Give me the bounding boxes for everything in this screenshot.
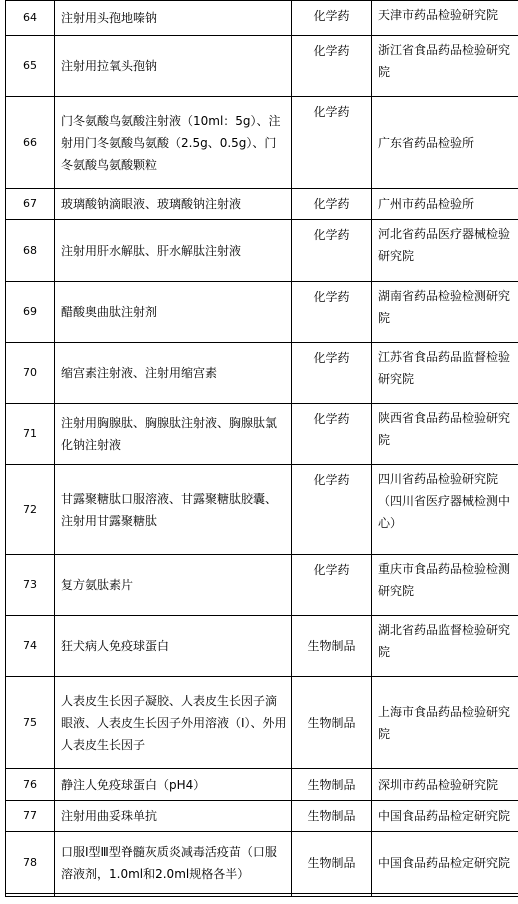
row-number: 69 <box>6 282 55 343</box>
drug-name: 缩宫素注射液、注射用缩宫素 <box>55 343 292 404</box>
drug-name: 醋酸奥曲肽注射剂 <box>55 282 292 343</box>
row-number: 73 <box>6 555 55 616</box>
inspection-institution: 四川省药品检验研究院（四川省医疗器械检测中心） <box>372 465 518 555</box>
table-row <box>6 677 518 769</box>
drug-inspection-table <box>5 0 518 897</box>
drug-category: 化学药 <box>292 189 372 220</box>
inspection-institution: 中国食品药品检定研究院 <box>372 801 518 832</box>
table-row <box>6 282 518 343</box>
drug-name: 注射用胸腺肽、胸腺肽注射液、胸腺肽氯化钠注射液 <box>55 404 292 465</box>
row-number: 75 <box>6 677 55 769</box>
drug-category: 生物制品 <box>292 832 372 894</box>
row-number: 66 <box>6 97 55 189</box>
table-row <box>6 616 518 677</box>
drug-category: 生物制品 <box>292 769 372 801</box>
drug-category: 化学药 <box>292 36 372 97</box>
drug-name: 注射用头孢地嗪钠 <box>55 1 292 36</box>
inspection-institution: 深圳市药品检验研究院 <box>372 769 518 801</box>
row-number: 76 <box>6 769 55 801</box>
drug-category: 化学药 <box>292 220 372 282</box>
drug-name: 注射用拉氧头孢钠 <box>55 36 292 97</box>
table-row <box>6 769 518 801</box>
drug-category: 生物制品 <box>292 677 372 769</box>
inspection-institution: 上海市食品药品检验研究院 <box>372 677 518 769</box>
table-row <box>6 220 518 282</box>
drug-category: 化学药 <box>292 555 372 616</box>
table-row-cutoff <box>6 894 518 897</box>
inspection-institution: 河北省药品医疗器械检验研究院 <box>372 220 518 282</box>
inspection-institution: 中国食品药品检定研究院 <box>372 832 518 894</box>
drug-name: 玻璃酸钠滴眼液、玻璃酸钠注射液 <box>55 189 292 220</box>
inspection-institution: 浙江省食品药品检验研究院 <box>372 36 518 97</box>
drug-name: 口服Ⅰ型Ⅲ型脊髓灰质炎减毒活疫苗（口服溶液剂，1.0ml和2.0ml规格各半） <box>55 832 292 894</box>
inspection-institution: 天津市药品检验研究院 <box>372 1 518 36</box>
inspection-institution: 广州市药品检验所 <box>372 189 518 220</box>
inspection-institution: 湖南省药品检验检测研究院 <box>372 282 518 343</box>
drug-name: 人表皮生长因子凝胶、人表皮生长因子滴眼液、人表皮生长因子外用溶液（Ⅰ）、外用人表皮生长因子 <box>55 677 292 769</box>
drug-name: 静注人免疫球蛋白（pH4） <box>55 769 292 801</box>
drug-name: 注射用曲妥珠单抗 <box>55 801 292 832</box>
table-row <box>6 343 518 404</box>
row-number: 74 <box>6 616 55 677</box>
drug-category: 化学药 <box>292 97 372 189</box>
row-number: 72 <box>6 465 55 555</box>
drug-category: 化学药 <box>292 282 372 343</box>
inspection-institution: 陕西省食品药品检验研究院 <box>372 404 518 465</box>
table-row <box>6 801 518 832</box>
drug-name: 复方氨肽素片 <box>55 555 292 616</box>
cutoff-cell <box>292 894 372 897</box>
inspection-institution: 广东省药品检验所 <box>372 97 518 189</box>
cutoff-cell <box>6 894 55 897</box>
drug-category: 化学药 <box>292 465 372 555</box>
drug-name: 门冬氨酸鸟氨酸注射液（10ml：5g）、注射用门冬氨酸鸟氨酸（2.5g、0.5g）、门冬氨酸鸟氨酸颗粒 <box>55 97 292 189</box>
table-row <box>6 465 518 555</box>
drug-category: 生物制品 <box>292 616 372 677</box>
drug-name: 注射用肝水解肽、肝水解肽注射液 <box>55 220 292 282</box>
cutoff-cell <box>55 894 292 897</box>
drug-category: 化学药 <box>292 1 372 36</box>
row-number: 68 <box>6 220 55 282</box>
row-number: 70 <box>6 343 55 404</box>
cutoff-cell <box>372 894 518 897</box>
row-number: 67 <box>6 189 55 220</box>
table-row <box>6 97 518 189</box>
inspection-institution: 江苏省食品药品监督检验研究院 <box>372 343 518 404</box>
drug-category: 化学药 <box>292 343 372 404</box>
drug-category: 化学药 <box>292 404 372 465</box>
inspection-institution: 湖北省药品监督检验研究院 <box>372 616 518 677</box>
row-number: 77 <box>6 801 55 832</box>
table-row <box>6 189 518 220</box>
drug-name: 狂犬病人免疫球蛋白 <box>55 616 292 677</box>
row-number: 65 <box>6 36 55 97</box>
table-row <box>6 555 518 616</box>
row-number: 71 <box>6 404 55 465</box>
drug-category: 生物制品 <box>292 801 372 832</box>
drug-name: 甘露聚糖肽口服溶液、甘露聚糖肽胶囊、注射用甘露聚糖肽 <box>55 465 292 555</box>
table-row <box>6 1 518 36</box>
row-number: 64 <box>6 1 55 36</box>
table-row <box>6 832 518 894</box>
table-row <box>6 36 518 97</box>
inspection-institution: 重庆市食品药品检验检测研究院 <box>372 555 518 616</box>
row-number: 78 <box>6 832 55 894</box>
table-row <box>6 404 518 465</box>
